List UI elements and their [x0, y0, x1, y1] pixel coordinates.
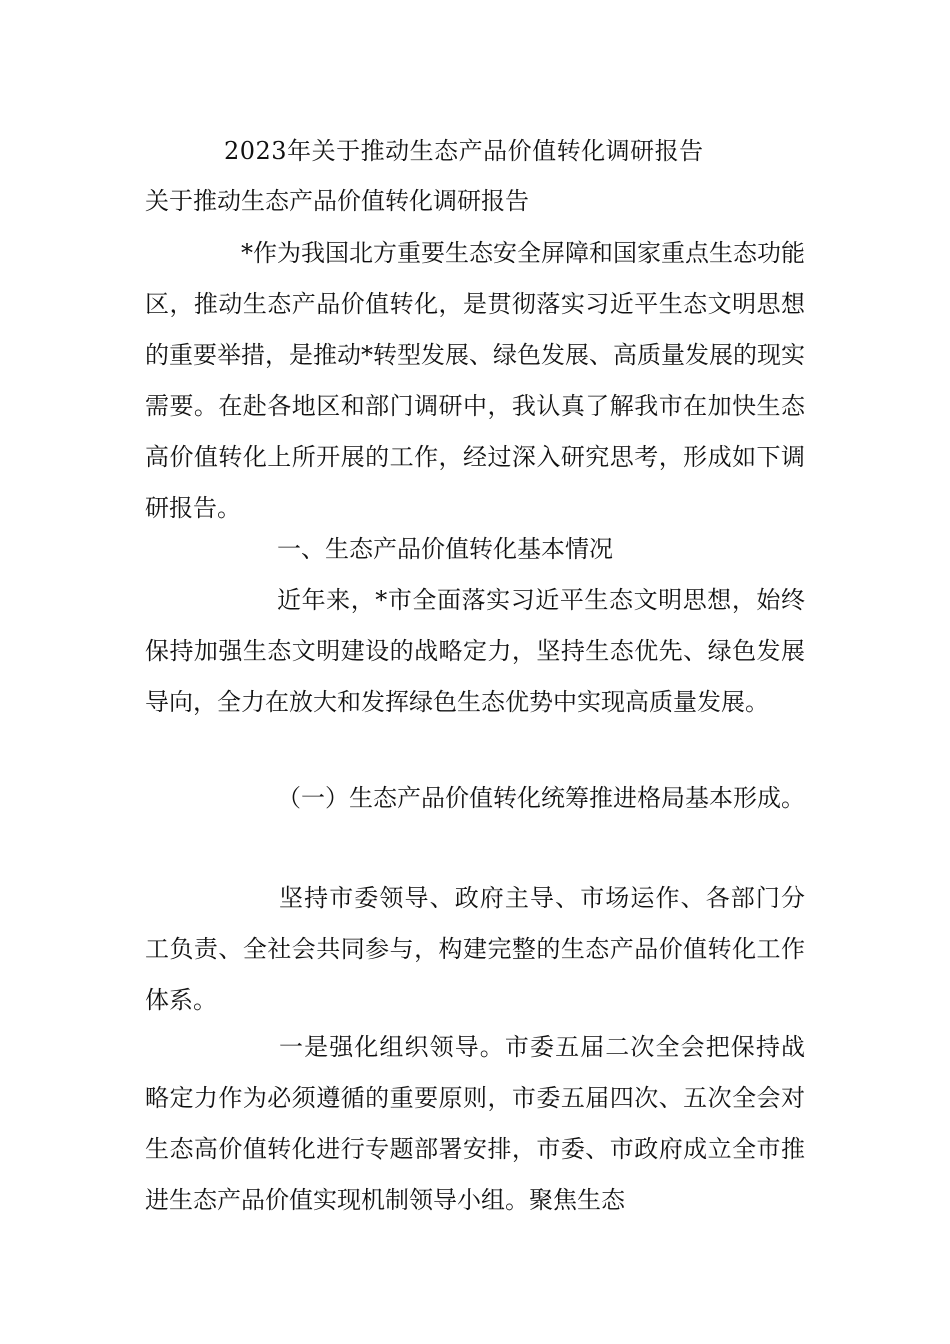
- paragraph-organization: 一是强化组织领导。市委五届二次全会把保持战略定力作为必须遵循的重要原则，市委五届四次、五次全会对生态高价值转化进行专题部署安排，市委、市政府成立全市推进生态产品价值实现机制领导小组。聚焦生态: [145, 1033, 805, 1214]
- paragraph-system: 坚持市委领导、政府主导、市场运作、各部门分工负责、全社会共同参与，构建完整的生态产品价值转化工作体系。: [145, 884, 805, 1014]
- section-heading-1: 一、生态产品价值转化基本情况: [277, 535, 613, 563]
- paragraph-intro: *作为我国北方重要生态安全屏障和国家重点生态功能区，推动生态产品价值转化，是贯彻落实习近平生态文明思想的重要举措，是推动*转型发展、绿色发展、高质量发展的现实需要。在赴各地区和部门调研中，我认真了解我市在加快生态高价值转化上所开展的工作，经过深入研究思考，形成如下调研报告。: [145, 239, 805, 522]
- document-subtitle: 关于推动生态产品价值转化调研报告: [145, 187, 529, 215]
- paragraph-overview: 近年来，*市全面落实习近平生态文明思想，始终保持加强生态文明建设的战略定力，坚持生态优先、绿色发展导向，全力在放大和发挥绿色生态优势中实现高质量发展。: [145, 586, 805, 716]
- subsection-heading-1: （一）生态产品价值转化统筹推进格局基本形成。: [277, 784, 805, 812]
- document-title: 2023年关于推动生态产品价值转化调研报告: [224, 137, 704, 165]
